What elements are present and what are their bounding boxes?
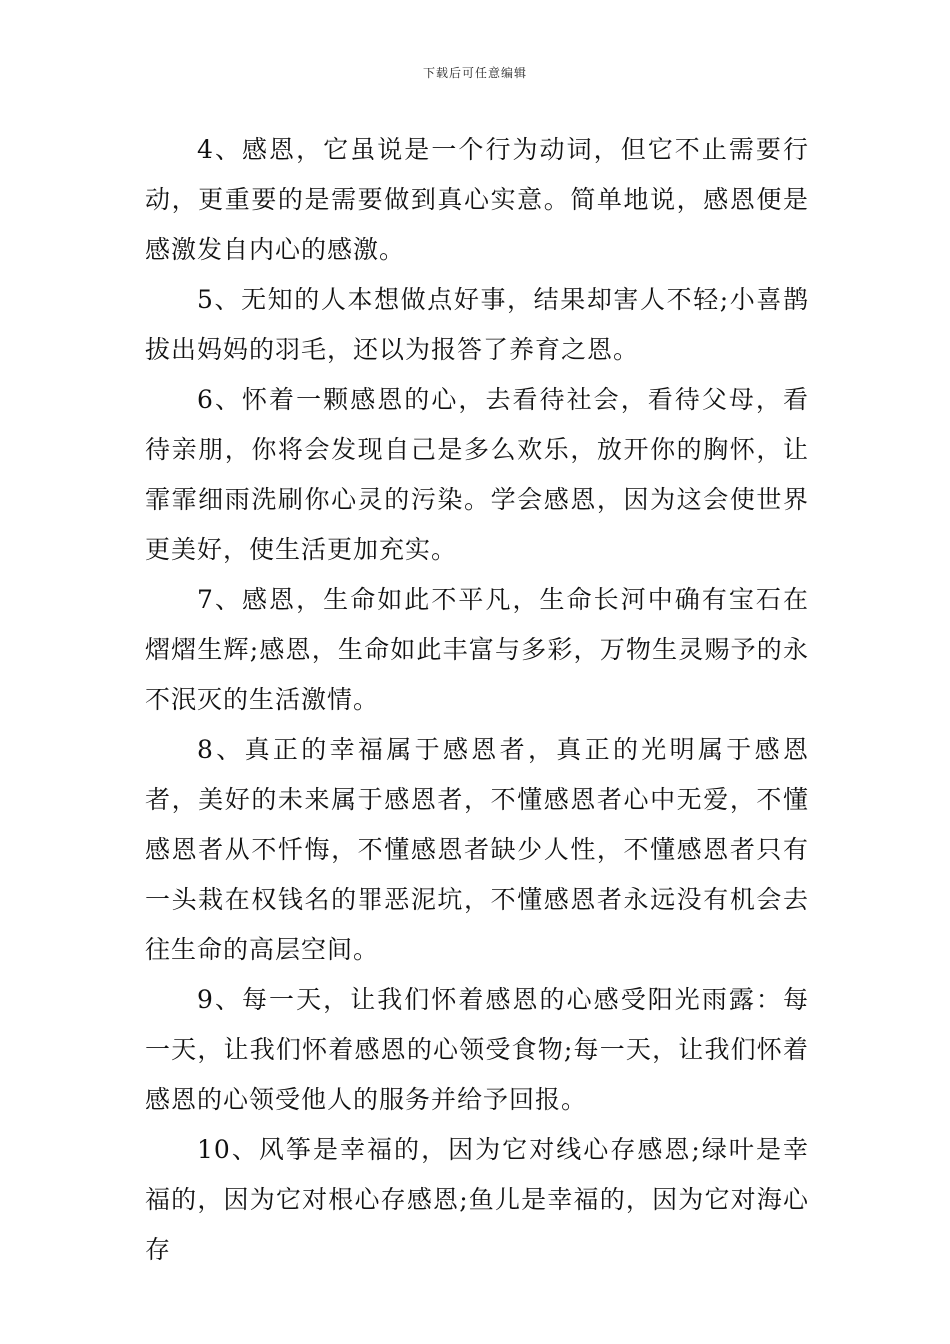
paragraph-5: 5、无知的人本想做点好事，结果却害人不轻;小喜鹊拔出妈妈的羽毛，还以为报答了养育之恩。 xyxy=(145,285,809,364)
paragraph-6: 6、怀着一颗感恩的心，去看待社会，看待父母，看待亲朋，你将会发现自己是多么欢乐，放开你的胸怀，让霏霏细雨洗刷你心灵的污染。学会感恩，因为这会使世界更美好，使生活更加充实。 xyxy=(145,385,809,564)
paragraph-4: 4、感恩，它虽说是一个行为动词，但它不止需要行动，更重要的是需要做到真心实意。简单地说，感恩便是感激发自内心的感激。 xyxy=(145,135,809,264)
document-body xyxy=(145,125,809,1275)
paragraph-10: 10、风筝是幸福的，因为它对线心存感恩;绿叶是幸福的，因为它对根心存感恩;鱼儿是幸福的，因为它对海心存 xyxy=(145,1135,809,1264)
paragraph-8: 8、真正的幸福属于感恩者，真正的光明属于感恩者，美好的未来属于感恩者，不懂感恩者心中无爱，不懂感恩者从不忏悔，不懂感恩者缺少人性，不懂感恩者只有一头栽在权钱名的罪恶泥坑，不懂感恩者永远没有机会去往生命的高层空间。 xyxy=(145,735,809,964)
paragraph-9: 9、每一天，让我们怀着感恩的心感受阳光雨露：每一天，让我们怀着感恩的心领受食物;每一天，让我们怀着感恩的心领受他人的服务并给予回报。 xyxy=(145,985,809,1114)
paragraph-7: 7、感恩，生命如此不平凡，生命长河中确有宝石在熠熠生辉;感恩，生命如此丰富与多彩，万物生灵赐予的永不泯灭的生活激情。 xyxy=(145,585,809,714)
page-header: 下载后可任意编辑 xyxy=(422,66,527,80)
